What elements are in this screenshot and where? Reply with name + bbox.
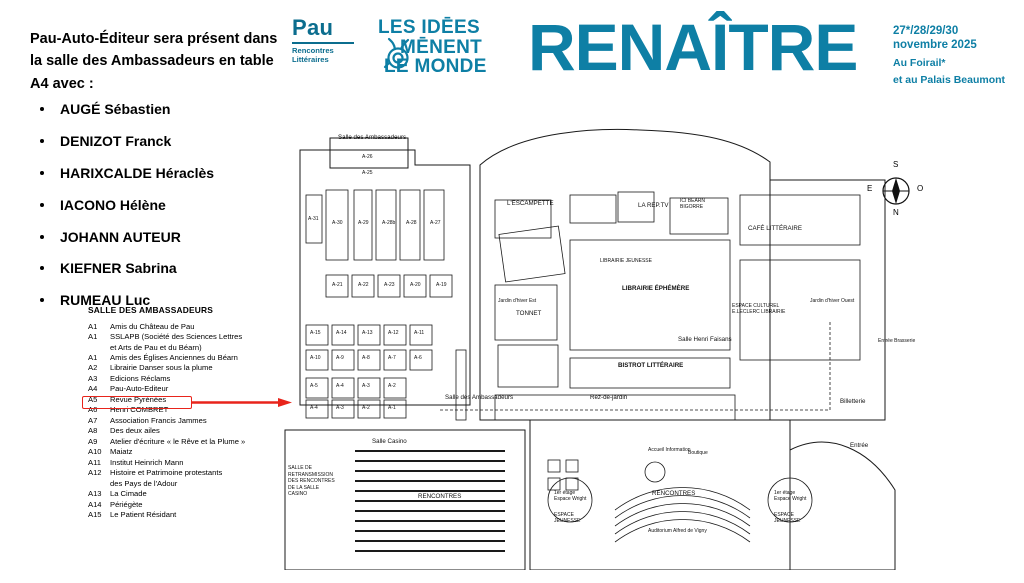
slogan (378, 18, 528, 77)
map-label-salle-ambassadeurs-top: Salle des Ambassadeurs (338, 134, 407, 141)
map-label-tonnet: TONNET (516, 310, 542, 317)
list-item: RUMEAU Luc (30, 291, 285, 310)
legend-entry (88, 416, 293, 426)
compass-label-e: E (867, 184, 873, 193)
legend-entry (88, 353, 293, 363)
legend-code: A4 (88, 384, 98, 394)
legend-label: Des deux ailes (110, 426, 160, 436)
map-label-etage-espace-wright-right: 1er étage Espace Wright (774, 490, 807, 502)
legend-label: Librairie Danser sous la plume (110, 363, 213, 373)
stand-code: A-14 (336, 330, 347, 336)
legend-label: Périégète (110, 499, 143, 509)
legend-label: SSLAPB (Société des Sciences Lettres (110, 332, 243, 342)
legend-label: Institut Heinrich Mann (110, 457, 184, 467)
legend-sub: des Pays de l'Adour (110, 478, 178, 488)
legend-code: A10 (88, 447, 102, 457)
compass-label-s: S (893, 160, 899, 169)
list-item: IACONO Hélène (30, 196, 285, 215)
logo-pau-sub-1: Rencontres (292, 45, 334, 55)
map-label-bistrot-litteraire: BISTROT LITTÉRAIRE (618, 362, 684, 369)
legend-code: A1 (88, 353, 98, 362)
stand-code: A-23 (384, 282, 395, 288)
stand-code: A-3 (362, 383, 370, 389)
map-label-salle-casino: Salle Casino (372, 438, 407, 445)
map-label-etage-espace-wright-left: 1er étage Espace Wright (554, 490, 587, 502)
stand-code: A-29 (358, 220, 369, 226)
event-dates (893, 24, 1023, 87)
legend-label: Edicions Réclams (110, 373, 171, 383)
stand-code: A-22 (358, 282, 369, 288)
legend-entry (88, 500, 293, 510)
stand-code: A-12 (388, 330, 399, 336)
stand-code: A-6 (414, 355, 422, 361)
legend-entry (88, 374, 293, 384)
map-label-espace-jeunesse-right: ESPACE JEUNESSE (774, 512, 801, 524)
stand-code: A-2 (362, 405, 370, 411)
legend-label: Henri COMBRET (110, 405, 169, 415)
compass-label-n: N (893, 208, 899, 217)
venue-floor-plan (270, 120, 916, 570)
highlight-box-a4 (82, 396, 192, 409)
page-title: RENAÎTRE (528, 10, 858, 84)
list-item: HARIXCALDE Héraclès (30, 164, 285, 183)
map-label-entree: Entrée (850, 442, 869, 449)
legend-code: A15 (88, 510, 102, 520)
legend-code: A8 (88, 426, 98, 436)
legend-label: Pau-Auto-Editeur (110, 384, 169, 394)
stand-code: A-4 (310, 405, 318, 411)
map-label-entree-brasserie: Entrée Brasserie (878, 338, 916, 344)
legend-code: A12 (88, 468, 102, 478)
legend-label: Le Patient Résidant (110, 510, 177, 520)
slogan-line-2: MĒNENT (400, 36, 483, 58)
intro-text: Pau-Auto-Éditeur sera présent dans la salle des Ambassadeurs en table A4 avec : (30, 31, 278, 92)
legend-code: A6 (88, 405, 98, 415)
legend-code: A7 (88, 415, 98, 425)
slogan-line-1: LES IDĒES (378, 17, 480, 38)
stand-code: A-7 (388, 355, 396, 361)
legend-entry (88, 489, 293, 499)
legend-entry (88, 363, 293, 373)
stand-code: A-31 (308, 216, 319, 222)
legend-entry-highlighted (88, 384, 293, 394)
legend-label: Histoire et Patrimoine protestants (110, 468, 223, 478)
legend-label: Revue Pyrénées (110, 394, 167, 404)
event-venue-line-2: et au Palais Beaumont (893, 73, 1006, 86)
legend-entry (88, 458, 293, 468)
map-label-accueil-information: Accueil Information (648, 447, 691, 453)
logo-pau-sub-2: Littéraires (292, 54, 329, 64)
legend-entry (88, 437, 293, 447)
stand-code: A-13 (362, 330, 373, 336)
legend-code: A13 (88, 489, 102, 499)
map-label-auditorium: Auditorium Alfred de Vigny (648, 528, 707, 534)
floor-plan-drawing (270, 120, 910, 570)
stand-code: A-15 (310, 330, 321, 336)
legend-entry (88, 468, 293, 478)
legend-label: Association Francis Jammes (110, 415, 207, 425)
map-label-librairie-jeunesse: LIBRAIRIE JEUNESSE (600, 258, 652, 264)
author-list (30, 100, 285, 323)
list-item: KIEFNER Sabrina (30, 259, 285, 278)
legend-entry (88, 510, 293, 520)
legend-title: SALLE DES AMBASSADEURS (88, 305, 214, 315)
stand-code: A-19 (436, 282, 447, 288)
map-label-espace-jeunesse-left: ESPACE JEUNESSE (554, 512, 581, 524)
map-label-jardin-hiver-est: Jardin d'hiver Est (498, 298, 537, 304)
logo-pau-word: Pau (292, 15, 334, 40)
map-label-rez-de-jardin: Rez-de-jardin (590, 394, 628, 401)
legend-label: Atelier d'écriture « le Rêve et la Plume » (110, 436, 246, 446)
legend-code: A1 (88, 332, 98, 342)
map-label-jardin-hiver-ouest: Jardin d'hiver Ouest (810, 298, 855, 304)
logo-pau-rule (292, 42, 354, 44)
legend-label: Maiatz (110, 447, 133, 457)
map-label-la-rep-tv: LA REP.TV (638, 202, 669, 209)
map-label-rencontres-2: RENCONTRES (652, 490, 696, 497)
event-venue-line-1: Au Foirail* (893, 56, 946, 69)
legend-entry (88, 447, 293, 457)
legend-entry (88, 426, 293, 436)
legend-code: A11 (88, 457, 101, 467)
legend-code: A1 (88, 321, 98, 331)
legend-code: A9 (88, 436, 98, 446)
map-label-ici-bearn: ICI BEARN BIGORRE (680, 198, 706, 210)
stand-code: A-10 (310, 355, 321, 361)
legend-code: A14 (88, 499, 102, 509)
legend-entry (88, 322, 293, 332)
map-label-librairie-ephemere: LIBRAIRIE ÉPHÉMÈRE (622, 285, 690, 292)
legend-salle-ambassadeurs (88, 305, 293, 521)
legend-code: A2 (88, 363, 98, 373)
legend-entry (88, 332, 293, 342)
map-label-billetterie: Billetterie (840, 398, 866, 405)
stand-code: A-20 (410, 282, 421, 288)
map-label-espace-culturel-leclerc: ESPACE CULTUREL E.LECLERC LIBRAIRIE (732, 303, 786, 315)
stand-code: A-28 (406, 220, 417, 226)
list-item: AUGÉ Sébastien (30, 100, 285, 119)
stand-code: A-9 (336, 355, 344, 361)
stand-code: A-30 (332, 220, 343, 226)
stand-code: A-2 (388, 383, 396, 389)
stand-code: A-25 (362, 170, 373, 176)
stand-code: A-11 (414, 330, 425, 336)
list-item: DENIZOT Franck (30, 132, 285, 151)
map-label-salle-retransmission: SALLE DE RETRANSMISSION DES RENCONTRES DE LA SALLE CASINO (288, 465, 335, 497)
list-item: JOHANN AUTEUR (30, 228, 285, 247)
legend-label: Amis des Églises Anciennes du Béarn (110, 353, 238, 362)
map-label-cafe-litteraire: CAFÉ LITTÉRAIRE (748, 225, 802, 232)
stand-code: A-27 (430, 220, 441, 226)
legend-code: A5 (88, 394, 98, 404)
stand-code: A-8 (362, 355, 370, 361)
stand-code: A-26 (362, 154, 373, 160)
logo-pau (292, 15, 362, 64)
map-label-lescampette: L'ESCAMPETTE (507, 200, 554, 207)
legend-label: La Cimade (110, 489, 147, 499)
map-label-rencontres-1: RENCONTRES (418, 493, 462, 500)
stand-code: A-5 (310, 383, 318, 389)
legend-label: Amis du Château de Pau (110, 321, 195, 331)
stand-code: A-28b (382, 220, 396, 226)
event-dates-line-1: 27*/28/29/30 (893, 25, 959, 37)
legend-code: A3 (88, 373, 98, 383)
stand-code: A-21 (332, 282, 343, 288)
event-dates-line-2: novembre 2025 (893, 39, 977, 52)
map-label-boutique: Boutique (688, 450, 708, 456)
legend-sub: et Arts de Pau et du Béarn) (110, 342, 202, 352)
map-label-salle-henri-faisans: Salle Henri Faisans (678, 336, 732, 343)
map-label-salle-ambassadeurs-mid: Salle des Ambassadeurs (445, 394, 514, 401)
slogan-line-3: LE MONDE (384, 56, 487, 78)
stand-code: A-3 (336, 405, 344, 411)
compass-label-o: O (917, 184, 924, 193)
stand-code: A-4 (336, 383, 344, 389)
stand-code: A-1 (388, 405, 396, 411)
